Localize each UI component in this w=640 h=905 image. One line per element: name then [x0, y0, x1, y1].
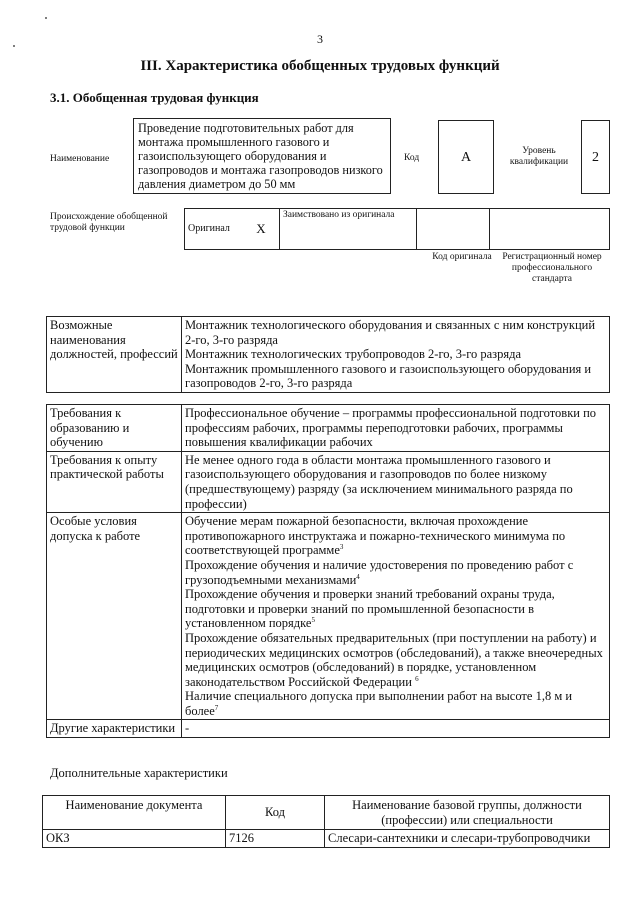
level-label: Уровень квалификации [509, 146, 569, 167]
function-name-value: Проведение подготовительных работ для монтажа промышленного газового и газоиспользующего оборудования и газопроводов и монтажа газопроводов низкого давления диаметром до 50 мм [138, 121, 383, 191]
original-label: Оригинал [185, 209, 244, 250]
special-condition-item: Обучение мерам пожарной безопасности, включая прохождение противопожарного инструктажа и пожарно-технического минимума по соответствующей программе$^3$ [185, 514, 566, 558]
positions-table [46, 316, 610, 393]
special-condition-item: Наличие специального допуска при выполнении работ на высоте 1,8 м и более$^7$ [185, 689, 573, 718]
function-name-box [133, 118, 391, 194]
row-doc: ОКЗ [43, 830, 226, 848]
code-label: Код [404, 153, 420, 163]
scan-speck [45, 17, 47, 19]
col-code-header: Код [226, 796, 325, 830]
original-mark: X [243, 209, 280, 250]
origin-label: Происхождение обобщенной трудовой функции [50, 212, 168, 233]
row-code: 7126 [226, 830, 325, 848]
table-row [43, 830, 610, 848]
footnote-ref: 3 [339, 543, 344, 552]
other-label: Другие характеристики [47, 720, 182, 738]
requirements-table [46, 404, 610, 738]
col-doc-header: Наименование документа [43, 796, 226, 830]
positions-values [182, 317, 610, 393]
special-conditions-values [182, 513, 610, 720]
code-box [438, 120, 494, 194]
special-conditions-label: Особые условия допуска к работе [47, 513, 182, 720]
footnote-ref: 4 [356, 572, 360, 581]
level-box [581, 120, 610, 194]
origin-code-cell [417, 209, 490, 250]
footnote-ref: 7 [214, 703, 219, 712]
position-line: Монтажник технологического оборудования и связанных с ним конструкций 2-го, 3-го разряда [185, 318, 596, 347]
education-label: Требования к образованию и обучению [47, 405, 182, 452]
code-value: A [460, 150, 472, 165]
origin-table [184, 208, 610, 250]
position-line: Монтажник технологических трубопроводов 2-го, 3-го разряда [185, 347, 522, 362]
additional-title: Дополнительные характеристики [50, 766, 228, 780]
other-value: - [182, 720, 610, 738]
section-title: III. Характеристика обобщенных трудовых функций [140, 58, 500, 74]
name-label: Наименование [50, 154, 110, 164]
experience-value: Не менее одного года в области монтажа промышленного газового и газоиспользующего оборудования и газопроводов по более низкому (предшествующему) разряду (за исключением минимального разряда по профессии) [182, 451, 610, 512]
subsection-title: 3.1. Обобщенная трудовая функция [50, 90, 259, 105]
origin-reg-cell [490, 209, 610, 250]
positions-label: Возможные наименования должностей, профессий [47, 317, 182, 393]
footnote-ref: 5 [311, 616, 315, 625]
page-number: 3 [317, 32, 323, 46]
reg-caption: Регистрационный номер профессионального стандарта [502, 252, 602, 284]
special-condition-item: Прохождение обучения и наличие удостоверения по проведению работ с грузоподъемными механизмами$^4$ [185, 557, 574, 587]
footnote-ref: 6 [415, 674, 419, 683]
experience-label: Требования к опыту практической работы [47, 451, 182, 512]
additional-table [42, 795, 610, 848]
special-condition-item: Прохождение обучения и проверки знаний требований охраны труда, подготовки и проверки знаний по промышленной безопасности в установленном порядке$^5$ [185, 587, 555, 631]
col-name-header: Наименование базовой группы, должности (профессии) или специальности [325, 796, 610, 830]
education-value: Профессиональное обучение – программы профессиональной подготовки по профессиям рабочих, программы переподготовки рабочих, программы повышения квалификации рабочих [182, 405, 610, 452]
position-line: Монтажник промышленного газового и газоиспользующего оборудования и газопроводов 2-го, 3-го разряда [185, 361, 592, 391]
special-condition-item: Прохождение обязательных предварительных (при поступлении на работу) и периодических медицинских осмотров (обследований), а также внеочередных медицинских осмотров (обследований) в порядке, установленном законодательством Российской Федерации $^6$ [185, 630, 603, 689]
code-caption: Код оригинала [432, 252, 492, 262]
borrowed-label: Заимствовано из оригинала [280, 209, 417, 250]
row-name: Слесари-сантехники и слесари-трубопроводчики [325, 830, 610, 848]
level-value: 2 [592, 150, 599, 165]
